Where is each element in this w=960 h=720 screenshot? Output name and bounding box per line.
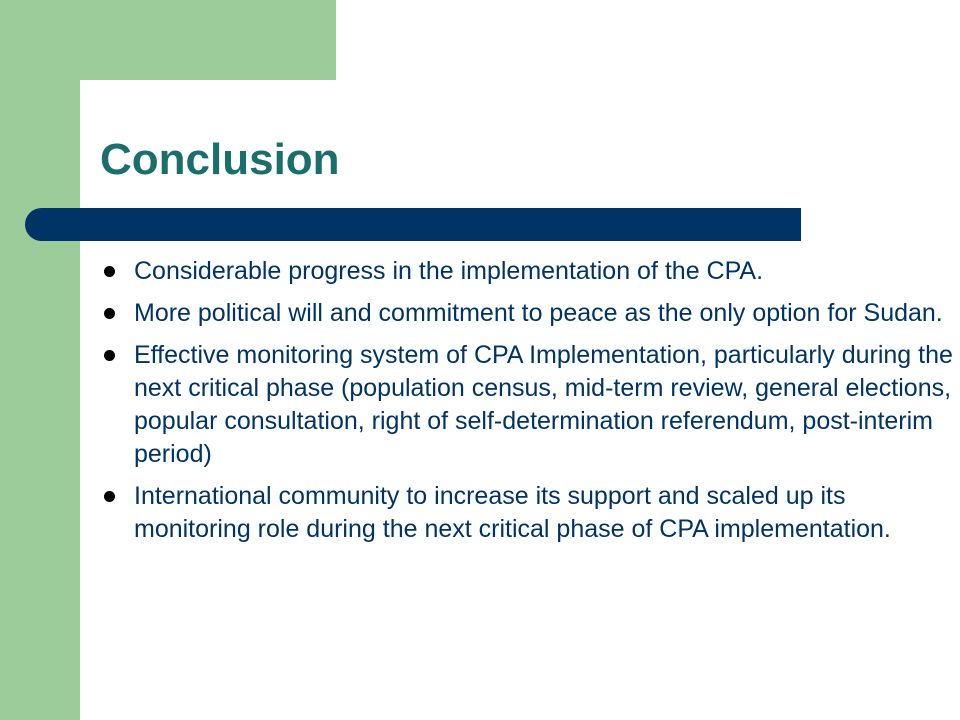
bullet-dot-icon [104, 350, 115, 361]
title-divider-bar [25, 208, 801, 241]
bullet-item [104, 255, 954, 288]
bullet-text: International community to increase its support and scaled up its monitoring role during the next critical phase of CPA implementation. [134, 482, 891, 543]
bullet-item [104, 297, 954, 330]
bullet-list [104, 255, 954, 555]
bullet-text: More political will and commitment to peace as the only option for Sudan. [134, 299, 943, 327]
decorative-green-band-left [0, 0, 80, 720]
bullet-dot-icon [104, 491, 115, 502]
bullet-text: Considerable progress in the implementation of the CPA. [134, 257, 764, 285]
bullet-dot-icon [104, 266, 115, 277]
bullet-dot-icon [104, 308, 115, 319]
bullet-item [104, 339, 954, 471]
slide-title: Conclusion [100, 135, 340, 184]
bullet-text: Effective monitoring system of CPA Implementation, particularly during the next critical phase (population census, mid-term review, general elections, popular consultation, right of self-determination referendum, post-interim period) [134, 341, 953, 468]
bullet-item [104, 480, 954, 546]
